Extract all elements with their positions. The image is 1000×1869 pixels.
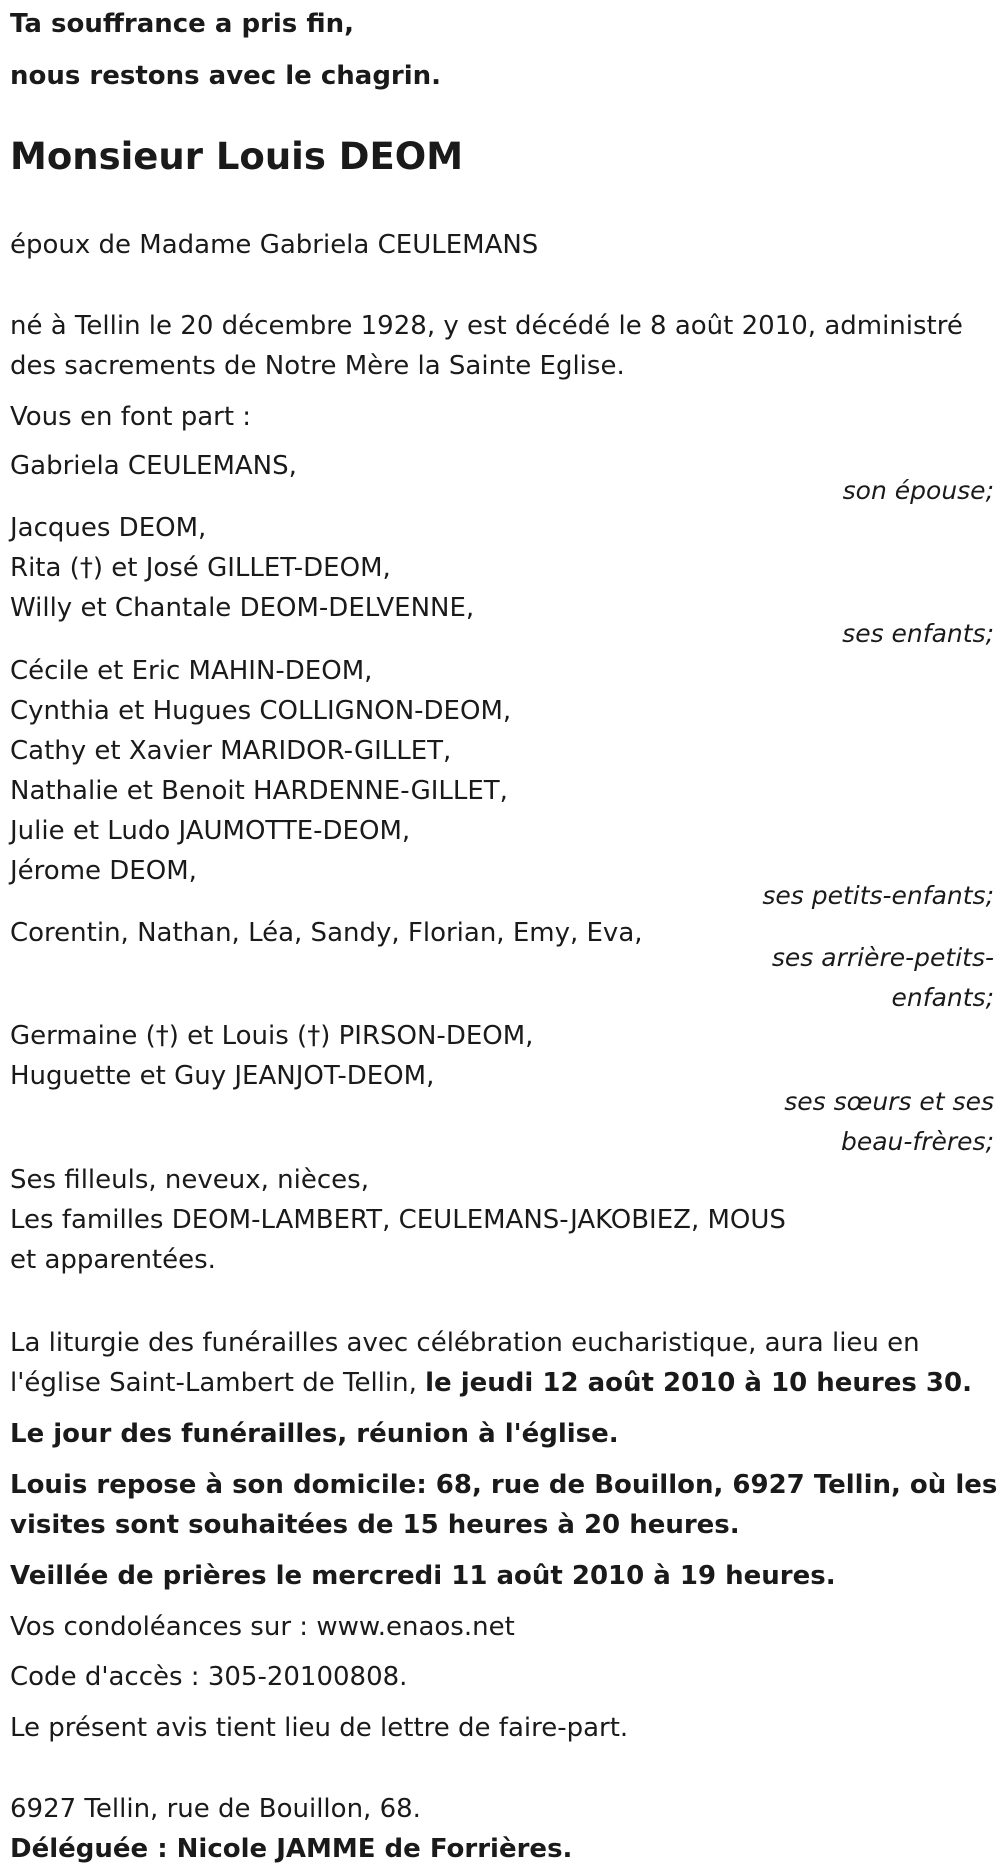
family-great-grandchildren-role-line-2: enfants; [891,983,994,1012]
family-spouse-name: Gabriela CEULEMANS, [10,451,297,481]
family-child-name: Willy et Chantale DEOM-DELVENNE, [10,593,475,623]
rest-line-2: visites sont souhaitées de 15 heures à 20 heures. [10,1510,740,1540]
family-grandchild-name: Cathy et Xavier MARIDOR-GILLET, [10,736,452,766]
vigil-notice: Veillée de prières le mercredi 11 août 2010 à 19 heures. [10,1561,836,1591]
family-grandchild-name: Cécile et Eric MAHIN-DEOM, [10,656,373,686]
birth-death-line-2: des sacrements de Notre Mère la Sainte Eglise. [10,351,625,381]
delegate-line: Déléguée : Nicole JAMME de Forrières. [10,1834,573,1864]
family-grandchildren-role: ses petits-enfants; [762,881,994,910]
meeting-notice: Le jour des funérailles, réunion à l'église. [10,1419,619,1449]
family-children-role: ses enfants; [842,619,994,648]
family-others-line: Les familles DEOM-LAMBERT, CEULEMANS-JAKOBIEZ, MOUS [10,1205,786,1235]
family-siblings-role-line-2: beau-frères; [840,1127,994,1156]
family-others-line: et apparentées. [10,1245,216,1275]
family-spouse-role: son épouse; [842,476,994,505]
family-sibling-name: Huguette et Guy JEANJOT-DEOM, [10,1061,435,1091]
header-line-2: nous restons avec le chagrin. [10,61,442,91]
family-sibling-name: Germaine (†) et Louis (†) PIRSON-DEOM, [10,1021,534,1051]
liturgy-location: l'église Saint-Lambert de Tellin, [10,1368,417,1398]
family-great-grandchildren-names: Corentin, Nathan, Léa, Sandy, Florian, Emy, Eva, [10,918,643,948]
family-child-name: Jacques DEOM, [10,513,207,543]
address-line: 6927 Tellin, rue de Bouillon, 68. [10,1794,421,1824]
family-siblings-role-line-1: ses sœurs et ses [784,1087,994,1116]
family-grandchild-name: Julie et Ludo JAUMOTTE-DEOM, [10,816,411,846]
access-code-line: Code d'accès : 305-20100808. [10,1662,408,1692]
birth-death-line-1: né à Tellin le 20 décembre 1928, y est décédé le 8 août 2010, administré [10,311,963,341]
liturgy-date: le jeudi 12 août 2010 à 10 heures 30. [425,1368,972,1398]
family-great-grandchildren-role-line-1: ses arrière-petits- [771,943,994,972]
rest-line-1: Louis repose à son domicile: 68, rue de Bouillon, 6927 Tellin, où les [10,1470,998,1500]
family-child-name: Rita (†) et José GILLET-DEOM, [10,553,391,583]
liturgy-line-2 [10,1363,972,1403]
deceased-name: Monsieur Louis DEOM [10,135,464,178]
notice-line: Le présent avis tient lieu de lettre de faire-part. [10,1713,629,1743]
liturgy-line-1: La liturgie des funérailles avec célébration eucharistique, aura lieu en [10,1328,920,1358]
family-grandchild-name: Jérome DEOM, [10,856,197,886]
announcement-intro: Vous en font part : [10,402,252,432]
header-line-1: Ta souffrance a pris fin, [10,9,354,39]
family-others-line: Ses filleuls, neveux, nièces, [10,1165,369,1195]
spouse-line: époux de Madame Gabriela CEULEMANS [10,230,539,260]
family-grandchild-name: Nathalie et Benoit HARDENNE-GILLET, [10,776,508,806]
condolences-line: Vos condoléances sur : www.enaos.net [10,1612,515,1642]
family-grandchild-name: Cynthia et Hugues COLLIGNON-DEOM, [10,696,512,726]
